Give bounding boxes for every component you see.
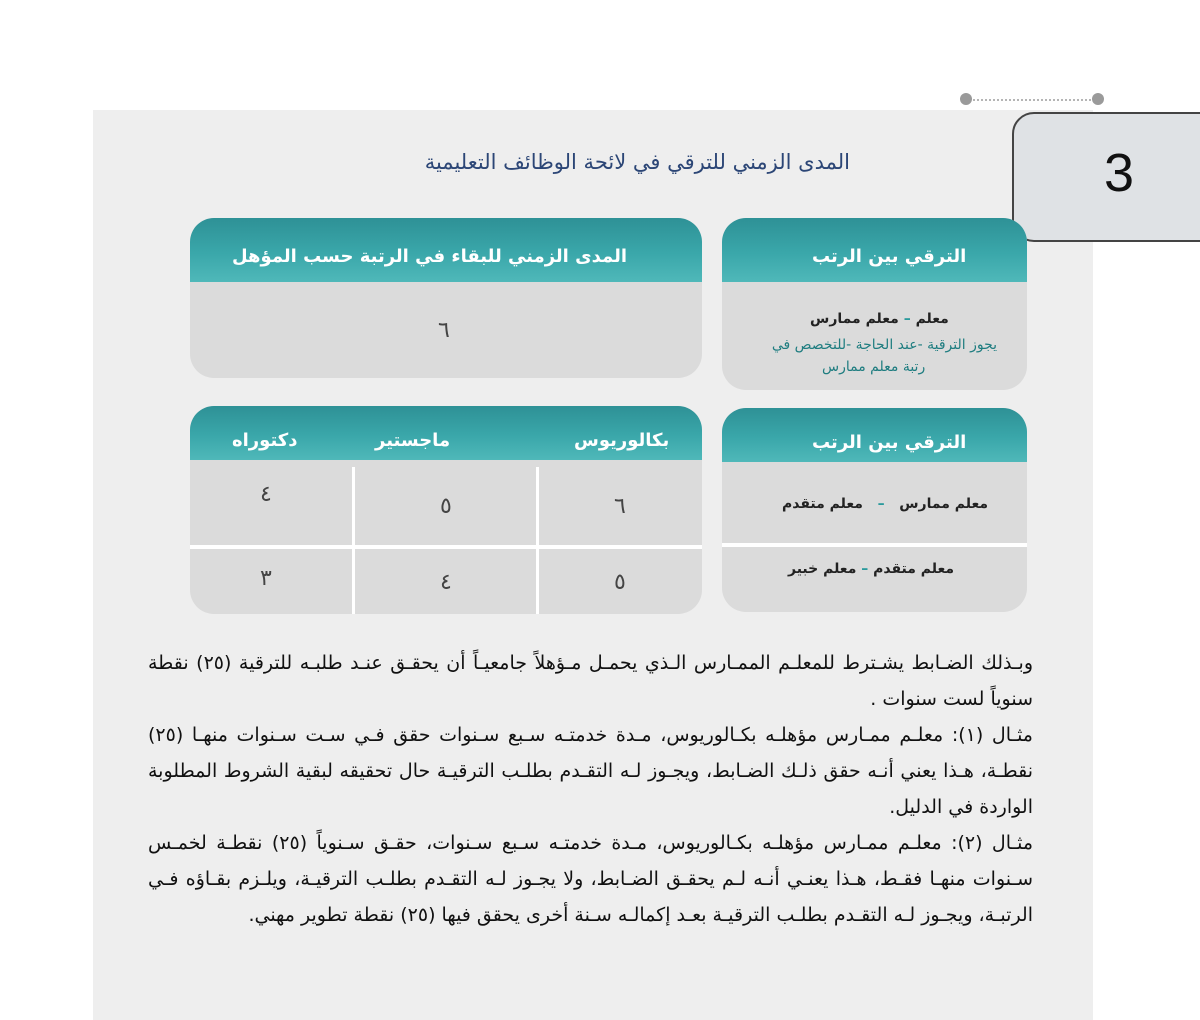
qualification-table-card — [190, 406, 702, 614]
column-bachelor: بكالوريوس — [574, 430, 670, 451]
duration-card — [190, 218, 702, 378]
promotion-card-top-header — [722, 218, 1027, 282]
cell-doctorate-row2: ٣ — [260, 566, 272, 591]
rank-to: معلم متقدم — [782, 496, 863, 512]
promotion-card-top — [722, 218, 1027, 390]
cell-bachelor-row2: ٥ — [614, 570, 626, 595]
duration-card-header — [190, 218, 702, 282]
body-text — [148, 645, 1033, 933]
rank-to: معلم ممارس — [810, 311, 899, 327]
promotion-card-bottom-header — [722, 408, 1027, 462]
paragraph-example-2: مثـال (٢): معلـم ممـارس مؤهلـه بكـالوريوس، مـدة خدمتـه سـبع سـنوات، حقـق سـنوياً (٢٥) نقطـة لخمـس سـنوات منهـا فقـط، هـذا يعنـي أنـه لـم يحقـق الضـابط، ولا يجـوز لـه التقـدم بطلـب الترقيـة، ويلـزم بقـاؤه فـي الرتبـة، ويجـوز لـه التقـدم بطلـب الترقيـة بعـد إكمالـه سـنة أخرى يحقق فيها (٢٥) نقطة تطوير مهني. — [148, 832, 1033, 926]
duration-header-label: المدى الزمني للبقاء في الرتبة حسب المؤهل — [231, 246, 627, 267]
paragraph-rule: وبـذلك الضـابط يشـترط للمعلـم الممـارس الـذي يحمـل مـؤهلاً جامعيـاً أن يحقـق عنـد طلبـه للترقية (٢٥) نقطة سنوياً لست سنوات . — [148, 652, 1034, 710]
dotted-connector — [966, 99, 1098, 102]
rank-to: معلم خبير — [788, 561, 857, 577]
column-doctorate: دكتوراه — [232, 430, 298, 451]
cell-master-row1: ٥ — [440, 494, 452, 519]
cell-master-row2: ٤ — [440, 570, 452, 595]
rank-dash: – — [861, 561, 869, 577]
column-divider — [536, 549, 539, 614]
promotion-note-line1: يجوز الترقية -عند الحاجة -للتخصص في — [771, 337, 997, 353]
promotion-card-bottom — [722, 408, 1027, 612]
rank-pair-advanced-expert — [788, 561, 954, 577]
rank-pair-teacher-practitioner — [810, 311, 949, 327]
column-divider — [352, 467, 355, 545]
page-title: المدى الزمني للترقي في لائحة الوظائف التعليمية — [424, 150, 850, 174]
row-divider — [190, 545, 702, 549]
rank-from: معلم ممارس — [899, 496, 989, 512]
column-divider — [352, 549, 355, 614]
column-divider — [536, 467, 539, 545]
cell-bachelor-row1: ٦ — [614, 494, 626, 519]
promotion-header-label: الترقي بين الرتب — [812, 246, 967, 267]
section-number: 3 — [1104, 143, 1135, 203]
promotion-bottom-header-label: الترقي بين الرتب — [812, 432, 967, 453]
paragraph-example-1: مثـال (١): معلـم ممـارس مؤهلـه بكـالوريوس، مـدة خدمتـه سـبع سـنوات حقق فـي سـت سـنوات منهـا (٢٥) نقطـة، هـذا يعني أنـه حقق ذلـك الضـابط، ويجـوز لـه التقـدم بطلـب الترقيـة حال تحقيقه لبقية الشروط المطلوبة الواردة في الدليل. — [148, 724, 1033, 818]
duration-value: ٦ — [438, 318, 450, 343]
column-master: ماجستير — [375, 430, 451, 451]
rank-from: معلم — [915, 311, 949, 327]
promotion-note — [742, 334, 997, 378]
rank-dash: – — [877, 496, 885, 512]
cell-doctorate-row1: ٤ — [260, 482, 272, 507]
section-number-tab — [1012, 112, 1200, 242]
qualification-table-header — [190, 406, 702, 460]
rank-pair-practitioner-advanced — [782, 496, 988, 512]
rank-dash: – — [903, 311, 911, 327]
connector-dot-right — [1092, 93, 1104, 105]
promotion-note-line2: رتبة معلم ممارس — [822, 359, 926, 375]
row-divider — [722, 543, 1027, 547]
rank-from: معلم متقدم — [873, 561, 955, 577]
connector-dot-left — [960, 93, 972, 105]
